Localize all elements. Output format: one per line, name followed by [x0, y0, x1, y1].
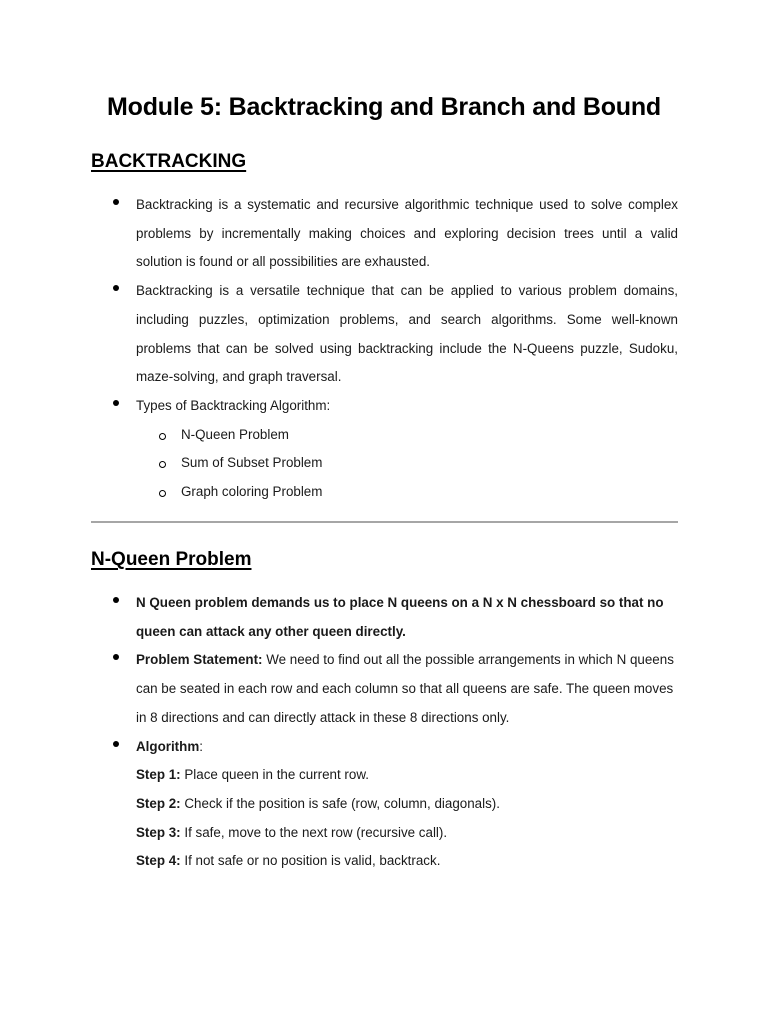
sub-list-item-text: Graph coloring Problem [181, 484, 323, 500]
algorithm-step [136, 819, 678, 848]
bullet-icon [113, 400, 119, 406]
step-text: If safe, move to the next row (recursive call). [180, 824, 448, 840]
algorithm-colon: : [199, 738, 203, 754]
bullet-icon [113, 285, 119, 291]
hollow-circle-bullet-icon [159, 433, 166, 440]
backtracking-bullet-list [0, 191, 768, 507]
problem-statement [136, 646, 678, 732]
hollow-circle-bullet-icon [159, 461, 166, 468]
step-label: Step 3: [136, 824, 181, 840]
step-text: Check if the position is safe (row, column, diagonals). [180, 795, 500, 811]
horizontal-divider [91, 521, 678, 523]
nqueen-intro-text: N Queen problem demands us to place N queens on a N x N chessboard so that no queen can attack any other queen directly. [136, 595, 664, 639]
sub-list-item [136, 449, 678, 478]
sub-list-item [136, 478, 678, 507]
section-heading-nqueen [91, 548, 251, 571]
list-item [0, 733, 678, 877]
list-item [0, 589, 678, 646]
step-label: Step 1: [136, 767, 181, 783]
list-item [0, 646, 678, 732]
sub-list-item-text: Sum of Subset Problem [181, 455, 323, 471]
algorithm-step [136, 790, 678, 819]
hollow-circle-bullet-icon [159, 490, 166, 497]
list-item [0, 191, 678, 277]
bullet-text: Types of Backtracking Algorithm: [136, 397, 331, 413]
step-label: Step 4: [136, 853, 181, 869]
sub-list-item-text: N-Queen Problem [181, 426, 289, 442]
page-title: Module 5: Backtracking and Branch and Bound [107, 93, 661, 121]
section-heading-backtracking: BACKTRACKING [91, 151, 247, 172]
algorithm-step [136, 761, 678, 790]
problem-statement-text: We need to find out all the possible arrangements in which N queens can be seated in each row and each column so that all queens are safe. The queen moves in 8 directions and can directly attack in these 8 directions only. [136, 652, 674, 725]
algorithm-label: Algorithm [136, 738, 200, 754]
step-label: Step 2: [136, 795, 181, 811]
bullet-icon [113, 199, 119, 205]
section-heading-nqueen-text: N-Queen Problem [91, 549, 252, 570]
bullet-text: Backtracking is a versatile technique that can be applied to various problem domains, including puzzles, optimization problems, and search algorithms. Some well-known problems that can be solved using backtracking include the N-Queens puzzle, Sudoku, maze-solving, and graph traversal. [136, 283, 678, 385]
list-item [0, 392, 678, 507]
algorithm-heading [136, 733, 678, 762]
bullet-icon [113, 741, 119, 747]
nqueen-bullet-list [0, 589, 768, 876]
bullet-icon [113, 597, 119, 603]
list-item [0, 277, 678, 392]
problem-statement-label: Problem Statement: [136, 652, 263, 668]
bullet-text: Backtracking is a systematic and recursive algorithmic technique used to solve complex problems by incrementally making choices and exploring decision trees until a valid solution is found or all possibilities are exhausted. [136, 197, 678, 270]
step-text: If not safe or no position is valid, backtrack. [180, 853, 441, 869]
bullet-icon [113, 654, 119, 660]
algorithm-step [136, 847, 678, 876]
sub-list-item [136, 421, 678, 450]
backtracking-types-list [136, 421, 678, 507]
step-text: Place queen in the current row. [180, 767, 369, 783]
